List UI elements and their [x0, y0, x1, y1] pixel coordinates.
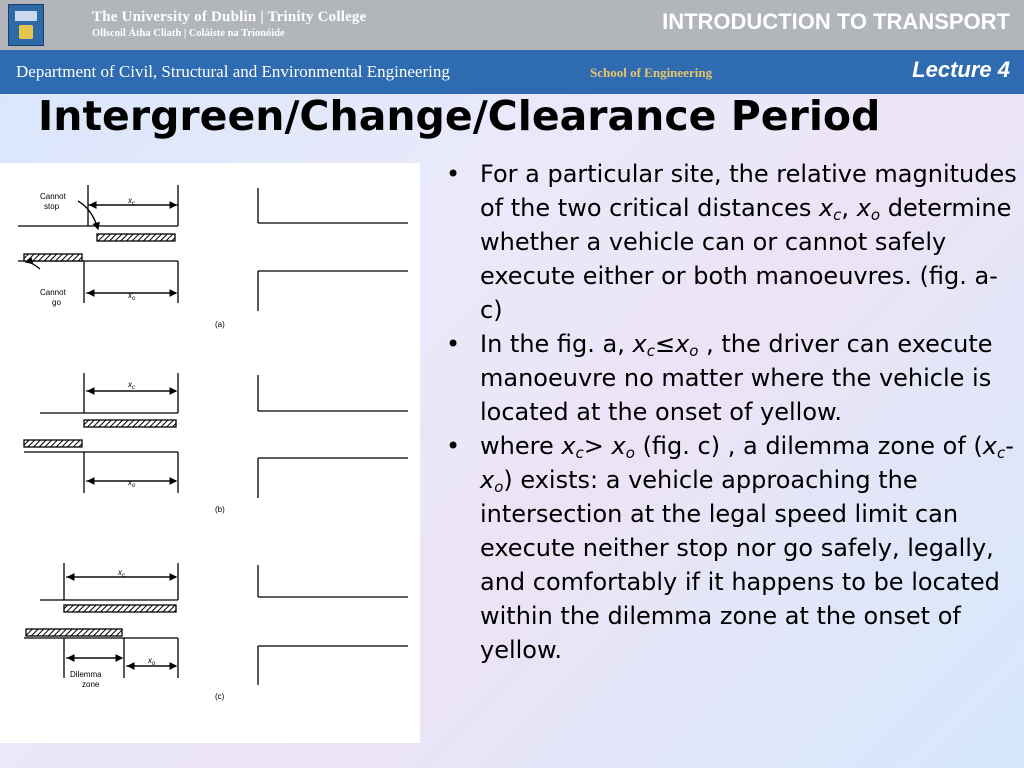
- caption-a: (a): [215, 320, 225, 329]
- figure-panel-b: [24, 373, 408, 498]
- bullet-item-2: • In the fig. a, $x_c\le x_o$ , the driver can execute manoeuvre no matter where the vehicle is located at the onset of yellow.: [442, 327, 1018, 429]
- bullet-icon: •: [446, 160, 461, 188]
- bullet-item-3: • where $x_c> x_o$ (fig. c) , a dilemma zone of ($x_c-$ $x_o$) exists: a vehicle approaching the intersection at the legal speed limit can execute neither stop nor go safely, legally, and comfortably if it happens to be located within the dilemma zone at the onset of yellow.: [442, 429, 1018, 667]
- bullet-list: [442, 157, 1018, 667]
- course-title: INTRODUCTION TO TRANSPORT: [662, 9, 1010, 34]
- university-name-irish: Ollscoil Átha Cliath | Coláiste na Tríonóide: [92, 28, 285, 39]
- caption-c: (c): [215, 692, 225, 701]
- school-name: School of Engineering: [590, 65, 713, 80]
- bullet-icon: •: [446, 432, 461, 460]
- label-xc-b: $x_c$: [128, 380, 135, 391]
- dilemma-zone-figure: [0, 163, 420, 743]
- label-cannot-stop: Cannot: [40, 192, 66, 201]
- department-name: Department of Civil, Structural and Environmental Engineering: [16, 62, 450, 81]
- university-name: The University of Dublin | Trinity College: [92, 9, 367, 25]
- header-bar: [0, 0, 1024, 50]
- lecture-number: Lecture 4: [912, 57, 1010, 82]
- department-bar: [0, 50, 1024, 94]
- label-xo-a: $x_o$: [128, 291, 136, 302]
- figure-panel-a: [18, 185, 408, 311]
- label-dilemma-zone-2: zone: [82, 680, 100, 689]
- label-cannot-stop-2: stop: [44, 202, 60, 211]
- label-dilemma-zone: Dilemma: [70, 670, 102, 679]
- label-xo-c: $x_o$: [148, 656, 156, 667]
- label-xo-b: $x_o$: [128, 478, 136, 489]
- bullet-icon: •: [446, 330, 461, 358]
- label-xc-a: $x_c$: [128, 196, 135, 207]
- label-cannot-go-2: go: [52, 298, 61, 307]
- slide-title: Intergreen/Change/Clearance Period: [38, 92, 881, 140]
- figure-panel-c: [24, 563, 408, 685]
- label-xc-c: $x_c$: [118, 568, 125, 579]
- caption-b: (b): [215, 505, 225, 514]
- bullet-item-1: • For a particular site, the relative magnitudes of the two critical distances $x_c$, $x_o$ determine whether a vehicle can or cannot safely execute either or both manoeuvres. (fig. a-c): [442, 157, 1018, 327]
- university-crest-icon: [8, 4, 44, 46]
- label-cannot-go: Cannot: [40, 288, 66, 297]
